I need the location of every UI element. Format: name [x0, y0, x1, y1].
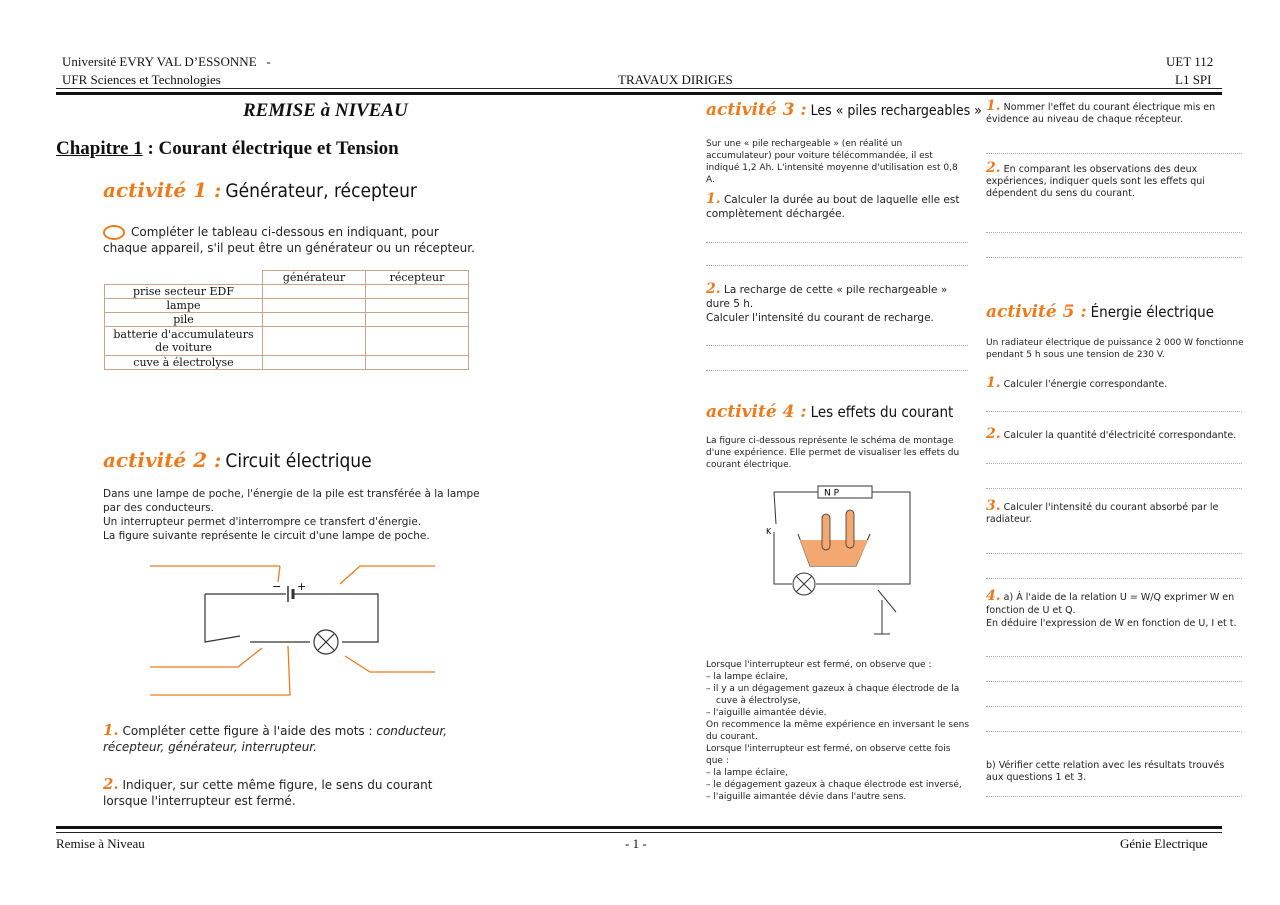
- header-center: TRAVAUX DIRIGES: [618, 72, 733, 87]
- page-title: REMISE à NIVEAU: [243, 100, 408, 121]
- table-row: lampe: [105, 299, 469, 313]
- act3-q2: 2. La recharge de cette « pile rechargeable » dure 5 h. Calculer l'intensité du courant de recharge.: [706, 281, 948, 324]
- act2-heading: activité 2 : Circuit électrique: [103, 448, 372, 472]
- cell-input[interactable]: [366, 299, 469, 313]
- act5-q4: 4. a) À l'aide de la relation U = W/Q exprimer W en fonction de U et Q. En déduire l'expression de W en fonction de U, I et t.: [986, 588, 1237, 629]
- chapter-title: Chapitre 1 : Courant électrique et Tension: [56, 138, 399, 159]
- act5-q3: 3. Calculer l'intensité du courant absorbé par le radiateur.: [986, 498, 1219, 525]
- act3-intro: Sur une « pile rechargeable » (en réalité un accumulateur) pour voiture télécommandée, il est indiqué 1,2 Ah. L'intensité moyenne d'utilisation est 0,8 A.: [706, 139, 958, 185]
- cell-input[interactable]: [263, 327, 366, 356]
- act3-q1: 1. Calculer la durée au bout de laquelle elle est complètement déchargée.: [706, 191, 960, 220]
- header-university: Université EVRY VAL D’ESSONNE -: [62, 54, 271, 69]
- footer-page-number: - 1 -: [625, 836, 647, 851]
- cell-input[interactable]: [263, 285, 366, 299]
- act4-q2: 2. En comparant les observations des deux expériences, indiquer quels sont les effets qui dépendent du sens du courant.: [986, 160, 1205, 199]
- cell-input[interactable]: [366, 327, 469, 356]
- svg-text:N P: N P: [824, 488, 840, 499]
- act2-q1: 1. Compléter cette figure à l'aide des mots : conducteur, récepteur, générateur, interrupteur.: [103, 721, 448, 754]
- svg-text:−: −: [272, 580, 282, 593]
- header-code: UET 112: [1166, 54, 1214, 69]
- footer-right: Génie Electrique: [1120, 836, 1208, 851]
- table-row: cuve à électrolyse: [105, 356, 469, 370]
- act1-table: [104, 270, 469, 370]
- footer-rule-thick: [56, 826, 1222, 829]
- act4-observations: Lorsque l'interrupteur est fermé, on observe que : – la lampe éclaire, – il y a un dégagement gazeux à chaque électrode de la cuve à électrolyse, – l'aiguille aimantée dévie. On recommence la même expérience en inversant le sens du courant. Lorsque l'interrupteur est fermé, on observe cette fois que : – la lampe éclaire, – le dégagement gazeux à chaque électrode est inversé, – l'aiguille aimantée dévie dans l'autre sens.: [706, 660, 970, 802]
- footer-rule: [56, 832, 1222, 833]
- svg-text:K: K: [766, 527, 772, 536]
- act5-q2: 2. Calculer la quantité d'électricité correspondante.: [986, 426, 1237, 442]
- act5-intro: Un radiateur électrique de puissance 2 000 W fonctionne pendant 5 h sous une tension de 230 V.: [986, 338, 1244, 360]
- act1-intro: Compléter le tableau ci-dessous en indiquant, pour chaque appareil, s'il peut être un générateur ou un récepteur.: [103, 225, 475, 255]
- header-ufr: UFR Sciences et Technologies: [62, 72, 221, 87]
- footer-left: Remise à Niveau: [56, 836, 145, 851]
- cell-input[interactable]: [263, 299, 366, 313]
- table-row: batterie d'accumulateurs de voiture: [105, 327, 469, 356]
- header-level: L1 SPI: [1175, 72, 1212, 87]
- act4-q1: 1. Nommer l'effet du courant électrique mis en évidence au niveau de chaque récepteur.: [986, 98, 1216, 125]
- act4-intro: La figure ci-dessous représente le schéma de montage d'une expérience. Elle permet de visualiser les effets du courant électrique.: [706, 436, 960, 470]
- circuit-diagram: [150, 562, 440, 697]
- cell-input[interactable]: [263, 356, 366, 370]
- header-rule: [56, 88, 1222, 89]
- cell-input[interactable]: [366, 356, 469, 370]
- cell-input[interactable]: [366, 285, 469, 299]
- header-rule-thick: [56, 92, 1222, 95]
- act5-heading: activité 5 : Énergie électrique: [986, 302, 1214, 322]
- table-row: prise secteur EDF: [105, 285, 469, 299]
- act2-q2: 2. Indiquer, sur cette même figure, le sens du courant lorsque l'interrupteur est fermé.: [103, 775, 433, 808]
- svg-text:+: +: [297, 580, 307, 593]
- act5-q1: 1. Calculer l'énergie correspondante.: [986, 375, 1168, 391]
- act5-q4b: b) Vérifier cette relation avec les résultats trouvés aux questions 1 et 3.: [986, 760, 1225, 783]
- bullet-icon: [103, 225, 125, 240]
- col-recepteur: récepteur: [366, 271, 469, 285]
- table-row: pile: [105, 313, 469, 327]
- cell-input[interactable]: [263, 313, 366, 327]
- col-generateur: générateur: [263, 271, 366, 285]
- act1-heading: activité 1 : Générateur, récepteur: [103, 178, 417, 202]
- act4-heading: activité 4 : Les effets du courant: [706, 402, 954, 422]
- act2-text: Dans une lampe de poche, l'énergie de la pile est transférée à la lampe par des conducteurs. Un interrupteur permet d'interrompre ce transfert d'énergie. La figure suivante représente le circuit d'une lampe de poche.: [103, 488, 480, 542]
- experiment-diagram: [762, 484, 922, 644]
- act3-heading: activité 3 : Les « piles rechargeables »: [706, 100, 982, 120]
- cell-input[interactable]: [366, 313, 469, 327]
